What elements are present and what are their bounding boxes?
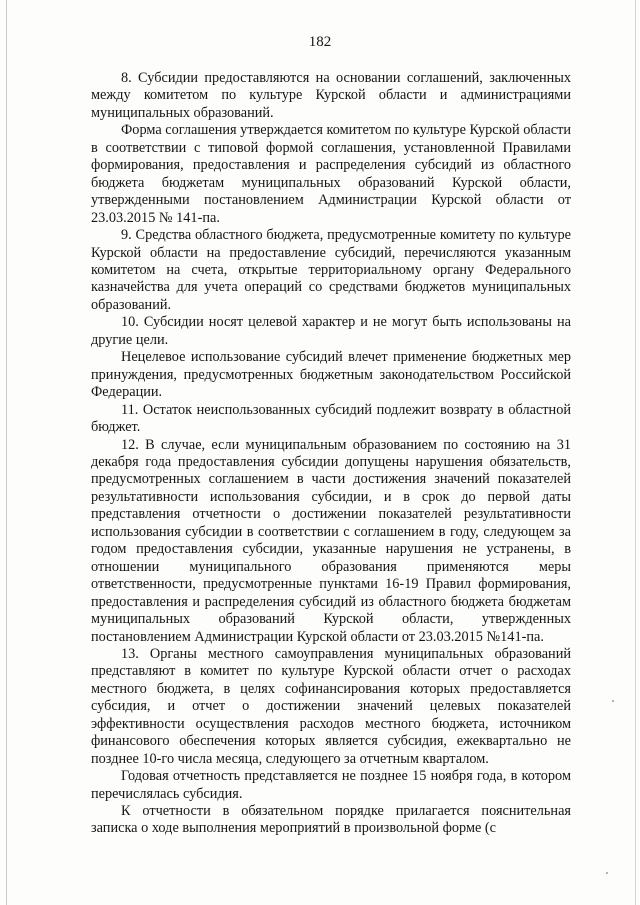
paragraph-agreement-form: Форма соглашения утверждается комитетом по культуре Курской области в соответствии с типовой формой соглашения, установленной Правилами формирования, предоставления и распределения субсидий из областного бюджета бюджетам муниципальных образований Курской области, утвержденными постановлением Администрации Курской области от 23.03.2015 № 141-па.	[91, 122, 571, 226]
paragraph-item-9: 9. Средства областного бюджета, предусмотренные комитету по культуре Курской области на предоставление субсидий, перечисляются указанным комитетом на счета, открытые территориальному органу Федерального казначейства для учета операций со средствами бюджетов муниципальных образований.	[91, 227, 571, 313]
paragraph-annual-report: Годовая отчетность представляется не позднее 15 ноября года, в котором перечислялась субсидия.	[91, 768, 571, 802]
page-number: 182	[308, 34, 332, 50]
paragraph-explanatory-note: К отчетности в обязательном порядке прилагается пояснительная записка о ходе выполнения мероприятий в произвольной форме (с	[91, 803, 571, 837]
paragraph-item-12: 12. В случае, если муниципальным образованием по состоянию на 31 декабря года предоставления субсидии допущены нарушения обязательств, предусмотренных соглашением в части достижения значений показателей результативности использования субсидии, и в срок до первой даты представления отчетности о достижении показателей результативности использования субсидии в соответствии с соглашением в году, следующем за годом предоставления субсидии, указанные нарушения не устранены, в отношении муниципального образования применяются меры ответственности, предусмотренные пунктами 16-19 Правил формирования, предоставления и распределения субсидий из областного бюджета бюджетам муниципальных образований Курской области, утвержденных постановлением Администрации Курской области от 23.03.2015 №141-па.	[91, 436, 571, 645]
paragraph-item-8: 8. Субсидии предоставляются на основании соглашений, заключенных между комитетом по культуре Курской области и администрациями муниципальных образований.	[91, 70, 571, 121]
paragraph-item-10: 10. Субсидии носят целевой характер и не могут быть использованы на другие цели.	[91, 314, 571, 348]
scan-speck	[612, 700, 614, 702]
body-text	[91, 70, 571, 838]
paragraph-misuse: Нецелевое использование субсидий влечет применение бюджетных мер принуждения, предусмотренных бюджетным законодательством Российской Федерации.	[91, 349, 571, 401]
scan-speck	[606, 872, 608, 874]
scan-left-edge	[6, 0, 7, 905]
paragraph-item-13: 13. Органы местного самоуправления муниципальных образований представляют в комитет по культуре Курской области отчет о расходах местного бюджета, в целях софинансирования которых предоставляется субсидия, и отчет о достижении значений целевых показателей эффективности осуществления расходов местного бюджета, источником финансового обеспечения которых является субсидия, ежеквартально не позднее 10-го числа месяца, следующего за отчетным кварталом.	[91, 645, 571, 767]
paragraph-item-11: 11. Остаток неиспользованных субсидий подлежит возврату в областной бюджет.	[91, 401, 571, 436]
scan-right-edge	[635, 0, 636, 905]
